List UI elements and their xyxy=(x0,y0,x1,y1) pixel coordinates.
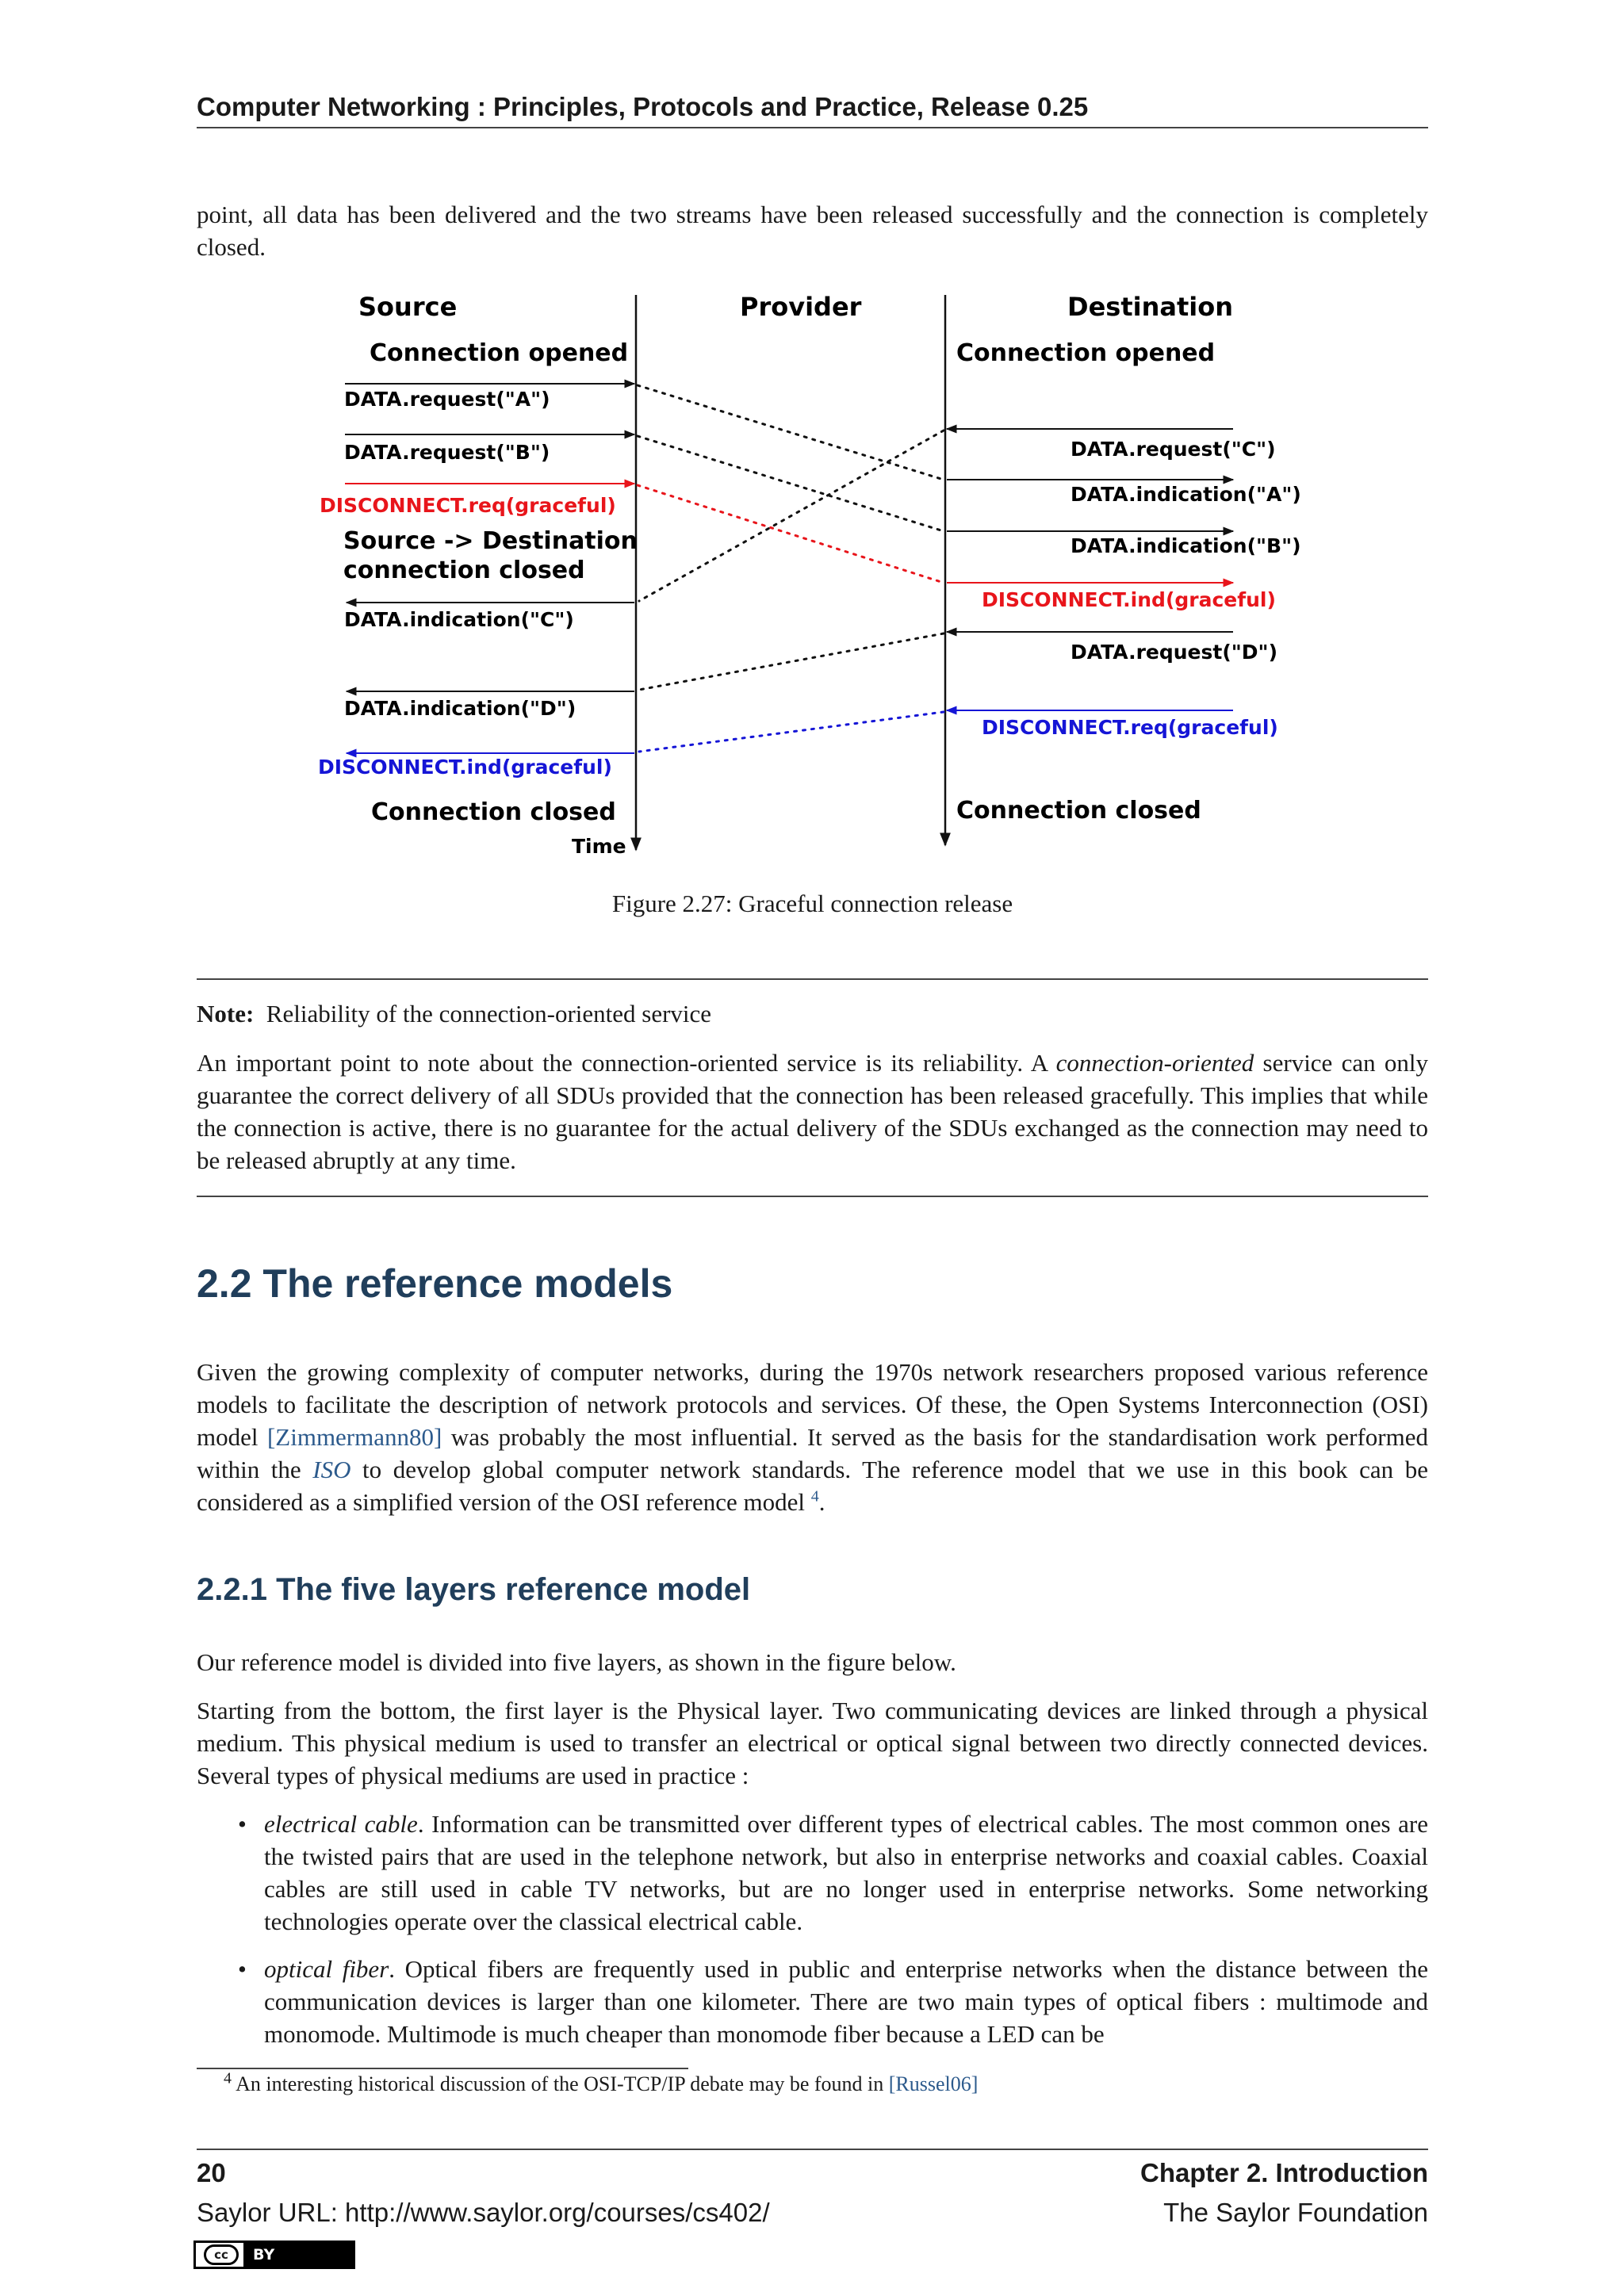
label-data-request-c: DATA.request("C") xyxy=(1071,438,1276,461)
figure-caption: Figure 2.27: Graceful connection release xyxy=(611,890,1013,917)
transit-a xyxy=(638,385,944,480)
bullet-icon: • xyxy=(238,1810,247,1838)
bullet-icon: • xyxy=(238,1955,247,1983)
time-label: Time xyxy=(572,835,626,858)
footnote-rule xyxy=(197,2068,688,2069)
source-connection-closed: Connection closed xyxy=(371,798,616,826)
connection-release-diagram xyxy=(0,0,1624,888)
destination-connection-opened: Connection opened xyxy=(956,339,1216,367)
note-rule-bottom xyxy=(197,1196,1428,1197)
medium-list xyxy=(197,1808,1428,2050)
transit-c xyxy=(639,430,944,601)
subsection-body xyxy=(197,1646,1428,2065)
page-number: 20 xyxy=(197,2158,226,2187)
note-rule-top xyxy=(197,978,1428,980)
label-disconnect-ind-source: DISCONNECT.ind(graceful) xyxy=(318,756,612,779)
label-src-dst-closed-1: Source -> Destination xyxy=(343,527,638,555)
label-data-request-b: DATA.request("B") xyxy=(344,441,550,464)
list-term: electrical cable xyxy=(264,1810,418,1838)
footnote-ref-4[interactable]: 4 xyxy=(810,1487,819,1506)
label-disconnect-req-destination: DISCONNECT.req(graceful) xyxy=(982,716,1278,739)
destination-connection-closed: Connection closed xyxy=(956,797,1201,825)
transit-disconnect-source xyxy=(638,485,944,583)
note-block xyxy=(197,997,1428,1177)
column-source: Source xyxy=(358,292,458,322)
cc-by-badge xyxy=(193,2241,355,2269)
label-data-indication-a: DATA.indication("A") xyxy=(1071,483,1301,506)
note-emphasis: connection-oriented xyxy=(1055,1049,1254,1077)
citation-zimmermann80[interactable]: [Zimmermann80] xyxy=(266,1423,442,1451)
footer-rule xyxy=(197,2149,1428,2150)
note-text: An important point to note about the connection-oriented service is its reliability. A connection-oriented service can only guarantee the correct delivery of all SDUs provided that the connection has been released gracefully. This implies that while the connection is active, there is no guarantee for the actual delivery of the SDUs exchanged as the connection may need to be released abruptly at any time. xyxy=(197,1049,1428,1174)
running-header: Computer Networking : Principles, Protocols and Practice, Release 0.25 xyxy=(197,92,1089,121)
label-data-indication-b: DATA.indication("B") xyxy=(1071,534,1301,557)
cc-icon: cc xyxy=(204,2244,239,2265)
label-data-indication-d: DATA.indication("D") xyxy=(344,697,576,720)
label-data-request-d: DATA.request("D") xyxy=(1071,641,1277,664)
saylor-url: Saylor URL: http://www.saylor.org/courses/cs402/ xyxy=(197,2198,770,2227)
transit-d xyxy=(639,633,944,690)
list-term: optical fiber xyxy=(264,1955,389,1983)
intro-text: point, all data has been delivered and the two streams have been released successfully and the connection is completely closed. xyxy=(197,201,1428,261)
label-disconnect-req-source: DISCONNECT.req(graceful) xyxy=(320,494,616,517)
label-data-request-a: DATA.request("A") xyxy=(344,388,550,411)
transit-disconnect-destination xyxy=(639,712,944,752)
column-provider: Provider xyxy=(740,292,862,322)
column-destination: Destination xyxy=(1067,292,1233,322)
by-icon: BY xyxy=(243,2243,353,2267)
source-connection-opened: Connection opened xyxy=(370,339,629,367)
footnote-number: 4 xyxy=(224,2069,232,2087)
section-heading: 2.2 The reference models xyxy=(197,1261,673,1306)
section-paragraph: Given the growing complexity of computer networks, during the 1970s network researchers proposed various reference models to facilitate the description of network protocols and services. Of these, the Open Systems Interconnection (OSI) model [Zimmermann80] was probably the most influential. It served as the basis for the standardisation work performed within the ISO to develop global computer network standards. The reference model that we use in this book can be considered as a simplified version of the OSI reference model $^4$. xyxy=(197,1358,1428,1516)
footnote: $^4$ An interesting historical discussion of the OSI-TCP/IP debate may be found in [Russel06] xyxy=(224,2069,979,2095)
list-item: • electrical cable. Information can be transmitted over different types of electrical cables. The most common ones are the twisted pairs that are used in the telephone network, but also in enterprise networks and coaxial cables. Coaxial cables are still used in cable TV networks, but are no longer used in enterprise networks. Some networking technologies operate over the classical electrical cable. xyxy=(197,1808,1428,1938)
note-label: Note: xyxy=(197,1000,255,1027)
subsection-paragraph-1: Our reference model is divided into five layers, as shown in the figure below. xyxy=(197,1648,956,1676)
list-item: • optical fiber. Optical fibers are frequently used in public and enterprise networks when the distance between the communication devices is larger than one kilometer. There are two main types of optical fibers : multimode and monomode. Multimode is much cheaper than monomode fiber because a LED can be xyxy=(197,1953,1428,2050)
chapter-label: Chapter 2. Introduction xyxy=(1140,2158,1428,2187)
label-data-indication-c: DATA.indication("C") xyxy=(344,608,574,631)
label-disconnect-ind-destination: DISCONNECT.ind(graceful) xyxy=(982,588,1276,611)
note-title: Reliability of the connection-oriented service xyxy=(266,1000,712,1027)
glossary-link-iso[interactable]: ISO xyxy=(312,1456,351,1483)
citation-russel06[interactable]: [Russel06] xyxy=(888,2072,979,2095)
subsection-heading: 2.2.1 The five layers reference model xyxy=(197,1572,751,1607)
saylor-foundation: The Saylor Foundation xyxy=(1163,2198,1428,2227)
subsection-paragraph-2: Starting from the bottom, the first layer is the Physical layer. Two communicating devices are linked through a physical medium. This physical medium is used to transfer an electrical or optical signal between two directly connected devices. Several types of physical mediums are used in practice : xyxy=(197,1697,1428,1789)
label-src-dst-closed-2: connection closed xyxy=(343,557,585,584)
note-heading xyxy=(197,997,1428,1030)
